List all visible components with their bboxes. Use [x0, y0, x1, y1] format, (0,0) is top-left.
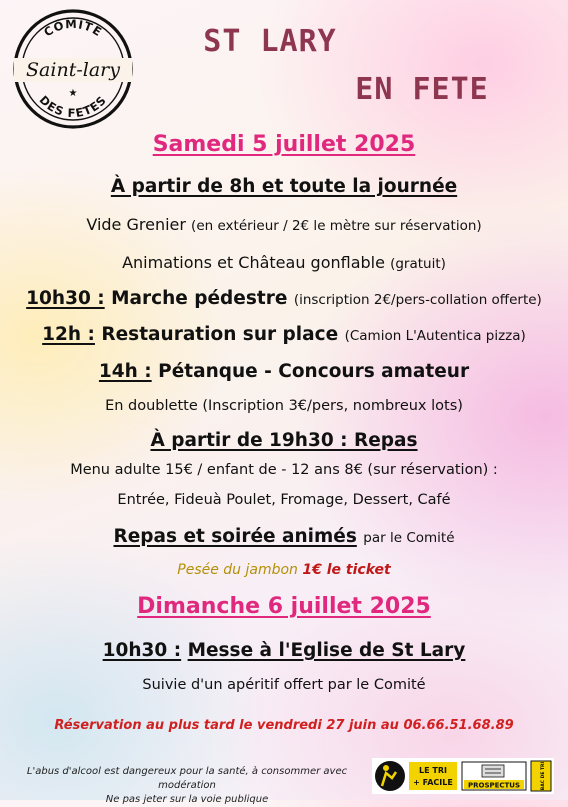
- petanque-main: Pétanque - Concours amateur: [158, 361, 470, 382]
- vide-grenier-detail: (en extérieur / 2€ le mètre sur réservation): [191, 218, 482, 234]
- doublette-line: En doublette (Inscription 3€/pers, nombreux lots): [105, 398, 463, 414]
- recycling-person-icon: [375, 761, 405, 791]
- logo-top-text: COMITE: [41, 16, 105, 40]
- petanque-time: 14h :: [98, 361, 152, 382]
- tri-logo-prospectus: PROSPECTUS: [467, 781, 521, 790]
- sunday-date: Dimanche 6 juillet 2025: [137, 594, 431, 619]
- vide-grenier-line: [0, 215, 568, 234]
- logo-center-text: Saint-lary: [26, 59, 120, 81]
- star-icon: ★: [68, 88, 78, 99]
- animations-line: [0, 253, 568, 272]
- restauration-time: 12h :: [42, 324, 95, 345]
- saturday-date: Samedi 5 juillet 2025: [152, 132, 416, 157]
- marche-time: 10h30 :: [26, 288, 105, 309]
- reservation-line: Réservation au plus tard le vendredi 27 juin au 06.66.51.68.89: [54, 718, 514, 733]
- petanque-line: [0, 361, 568, 382]
- jambon-line: [0, 562, 568, 578]
- animations-main: Animations et Château gonflable: [122, 253, 385, 272]
- menu-price-line: Menu adulte 15€ / enfant de - 12 ans 8€ (sur réservation) :: [70, 462, 498, 478]
- title-line-1: ST LARY: [203, 24, 337, 59]
- animations-detail: (gratuit): [390, 256, 446, 272]
- tri-logo-line-2: + FACILE: [413, 778, 453, 787]
- svg-text:COMITE: [41, 17, 105, 40]
- restauration-main: Restauration sur place: [101, 324, 339, 345]
- jambon-price: 1€ le ticket: [302, 562, 391, 578]
- vide-grenier-main: Vide Grenier: [86, 215, 186, 234]
- title-line-2: EN FETE: [355, 72, 489, 107]
- comite-des-fetes-logo: [12, 8, 134, 130]
- soiree-detail: par le Comité: [363, 530, 455, 546]
- saturday-heading: À partir de 8h et toute la journée: [110, 176, 458, 197]
- tri-logo-line-1: LE TRI: [419, 766, 447, 775]
- footer-line-1: L'abus d'alcool est dangereux pour la santé, à consommer avec modération: [26, 766, 348, 791]
- tri-logo-bac: BAC DE TRI: [541, 761, 546, 791]
- aperitif-line: Suivie d'un apéritif offert par le Comité: [142, 677, 426, 693]
- newspaper-icon: [482, 765, 504, 777]
- marche-line: [0, 288, 568, 309]
- repas-heading: À partir de 19h30 : Repas: [150, 430, 418, 451]
- soiree-main: Repas et soirée animés: [113, 526, 357, 547]
- marche-main: Marche pédestre: [111, 288, 288, 309]
- marche-detail: (inscription 2€/pers-collation offerte): [293, 292, 542, 308]
- messe-time: 10h30 :: [102, 640, 182, 661]
- soiree-line: [0, 526, 568, 547]
- logo-bottom-text: DES FETES: [36, 92, 110, 121]
- bin-icon: [531, 761, 551, 791]
- tri-facile-logo: [372, 758, 554, 794]
- restauration-detail: (Camion L'Autentica pizza): [344, 328, 526, 344]
- footer-legal: [22, 765, 352, 807]
- messe-line: [0, 640, 568, 661]
- jambon-main: Pesée du jambon: [177, 562, 298, 578]
- menu-items-line: Entrée, Fideuà Poulet, Fromage, Dessert, Café: [117, 492, 451, 508]
- footer-line-2: Ne pas jeter sur la voie publique: [105, 794, 269, 805]
- messe-main: Messe à l'Eglise de St Lary: [187, 640, 466, 661]
- restauration-line: [0, 324, 568, 345]
